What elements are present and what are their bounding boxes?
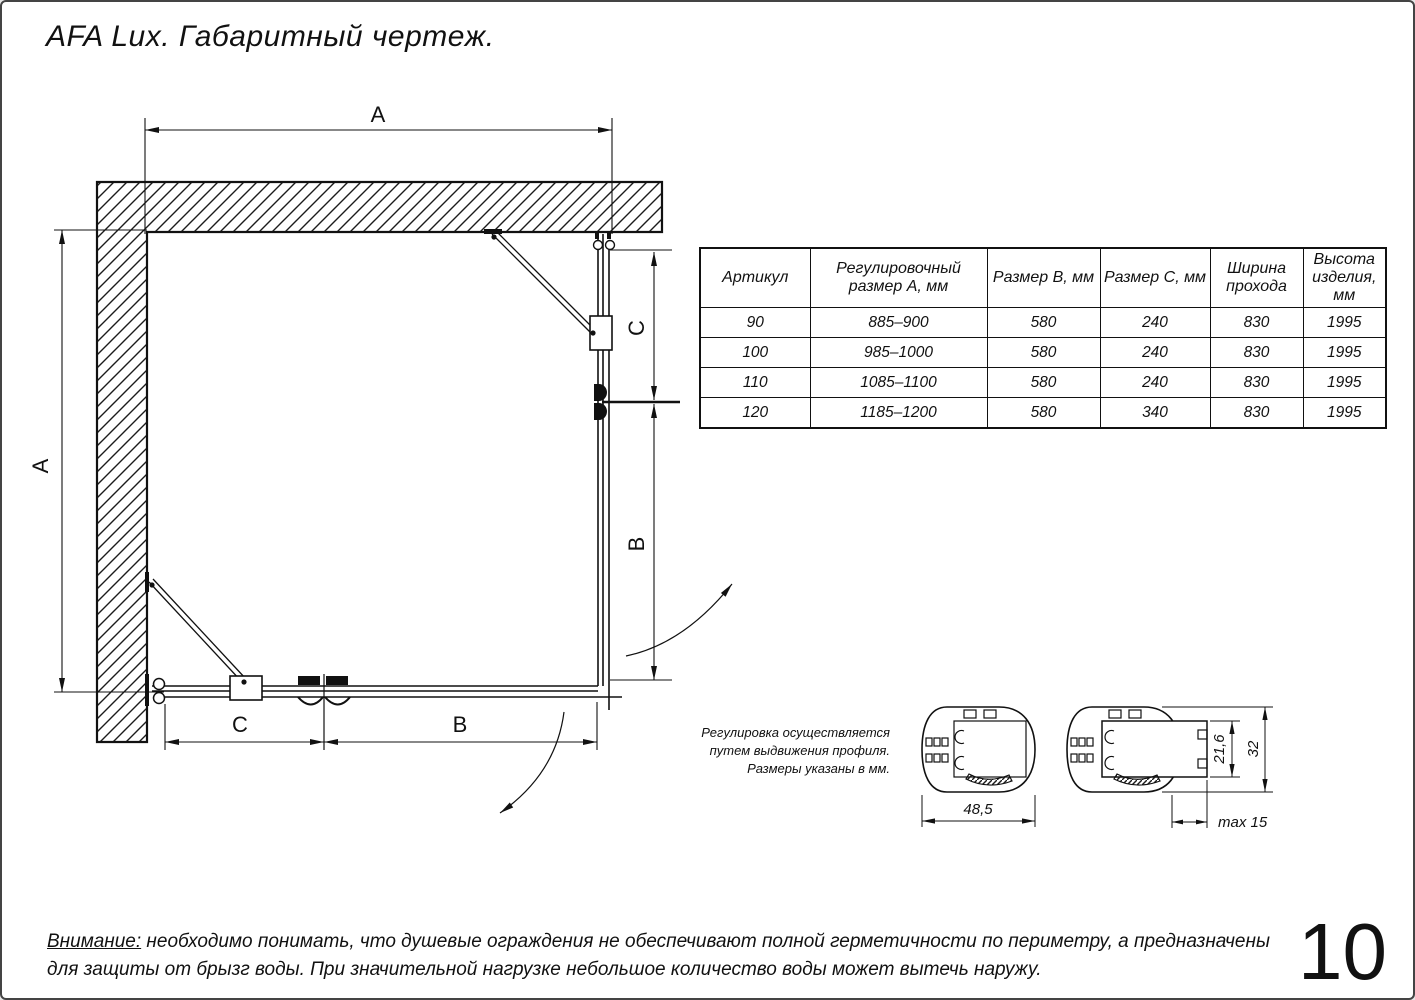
profile-section-closed [902, 700, 1052, 835]
warning-body-1: необходимо понимать, что душевые ограждения не обеспечивают полной герметичности по периметру, а предназначены [141, 931, 1270, 952]
profile-section-extended [1062, 700, 1332, 840]
col-header-height: Высота изделия, мм [1303, 248, 1386, 308]
adjustment-note [690, 724, 890, 778]
warning-text [47, 928, 1277, 984]
dimension-cb-bottom [165, 702, 597, 750]
door-hinge-right [594, 384, 680, 420]
cell: 985–1000 [810, 338, 987, 368]
cell: 1995 [1303, 308, 1386, 338]
warning-line-2: для защиты от брызг воды. При значительной нагрузке небольшое количество воды может вытечь наружу. [47, 959, 1042, 980]
bottom-wall-profile [145, 674, 165, 706]
dim-a-top-label: A [370, 102, 386, 127]
cell: 110 [700, 368, 810, 398]
cell: 830 [1210, 398, 1303, 429]
cell: 1995 [1303, 368, 1386, 398]
table-row [700, 338, 1386, 368]
cell: 1995 [1303, 338, 1386, 368]
cell: 100 [700, 338, 810, 368]
cell: 1185–1200 [810, 398, 987, 429]
glass-panels [152, 234, 622, 710]
profile-extension [1102, 721, 1207, 777]
cell: 120 [700, 398, 810, 429]
table-row [700, 368, 1386, 398]
top-wall-profile [594, 233, 615, 250]
cell: 830 [1210, 338, 1303, 368]
page-number: 10 [1298, 907, 1387, 996]
page-title: AFA Lux. Габаритный чертеж. [46, 20, 495, 53]
note-line: Регулировка осуществляется [701, 725, 890, 740]
cell: 1085–1100 [810, 368, 987, 398]
dim-b-bottom-label: B [452, 712, 468, 737]
table-row [700, 308, 1386, 338]
warning-label: Внимание: [47, 931, 142, 952]
spec-table [699, 247, 1387, 429]
inner-height-value: 21,6 [1211, 734, 1228, 764]
cell: 240 [1100, 368, 1210, 398]
note-line: Размеры указаны в мм. [747, 761, 890, 776]
cell: 580 [987, 338, 1100, 368]
dim-b-vert-label: B [624, 536, 649, 552]
cell: 240 [1100, 308, 1210, 338]
cell: 885–900 [810, 308, 987, 338]
col-header-pass-width: Ширина прохода [1210, 248, 1303, 308]
outer-height-value: 32 [1245, 740, 1262, 758]
col-header-size-a: Регулировочный размер А, мм [810, 248, 987, 308]
cell: 580 [987, 398, 1100, 429]
dim-c-vert-label: C [624, 320, 649, 336]
col-header-article: Артикул [700, 248, 810, 308]
cell: 830 [1210, 308, 1303, 338]
col-header-size-b: Размер В, мм [987, 248, 1100, 308]
cell: 340 [1100, 398, 1210, 429]
dim-a-side-label: A [28, 458, 53, 474]
cell: 90 [700, 308, 810, 338]
extension-dim [1172, 780, 1207, 828]
col-header-size-c: Размер С, мм [1100, 248, 1210, 308]
top-support-bar [484, 229, 612, 350]
table-row [700, 398, 1386, 429]
cell: 1995 [1303, 398, 1386, 429]
profile-width-value: 48,5 [963, 801, 993, 818]
plan-view-drawing [28, 82, 772, 842]
cell: 830 [1210, 368, 1303, 398]
warning-line-1 [47, 928, 1277, 956]
door-swing-arcs [500, 584, 732, 813]
walls-hatched [97, 182, 662, 742]
dim-c-bottom-label: C [232, 712, 248, 737]
cell: 580 [987, 368, 1100, 398]
cell: 580 [987, 308, 1100, 338]
note-line: путем выдвижения профиля. [709, 743, 890, 758]
cell: 240 [1100, 338, 1210, 368]
extension-value: max 15 [1218, 814, 1268, 831]
spec-table-header-row [700, 248, 1386, 308]
